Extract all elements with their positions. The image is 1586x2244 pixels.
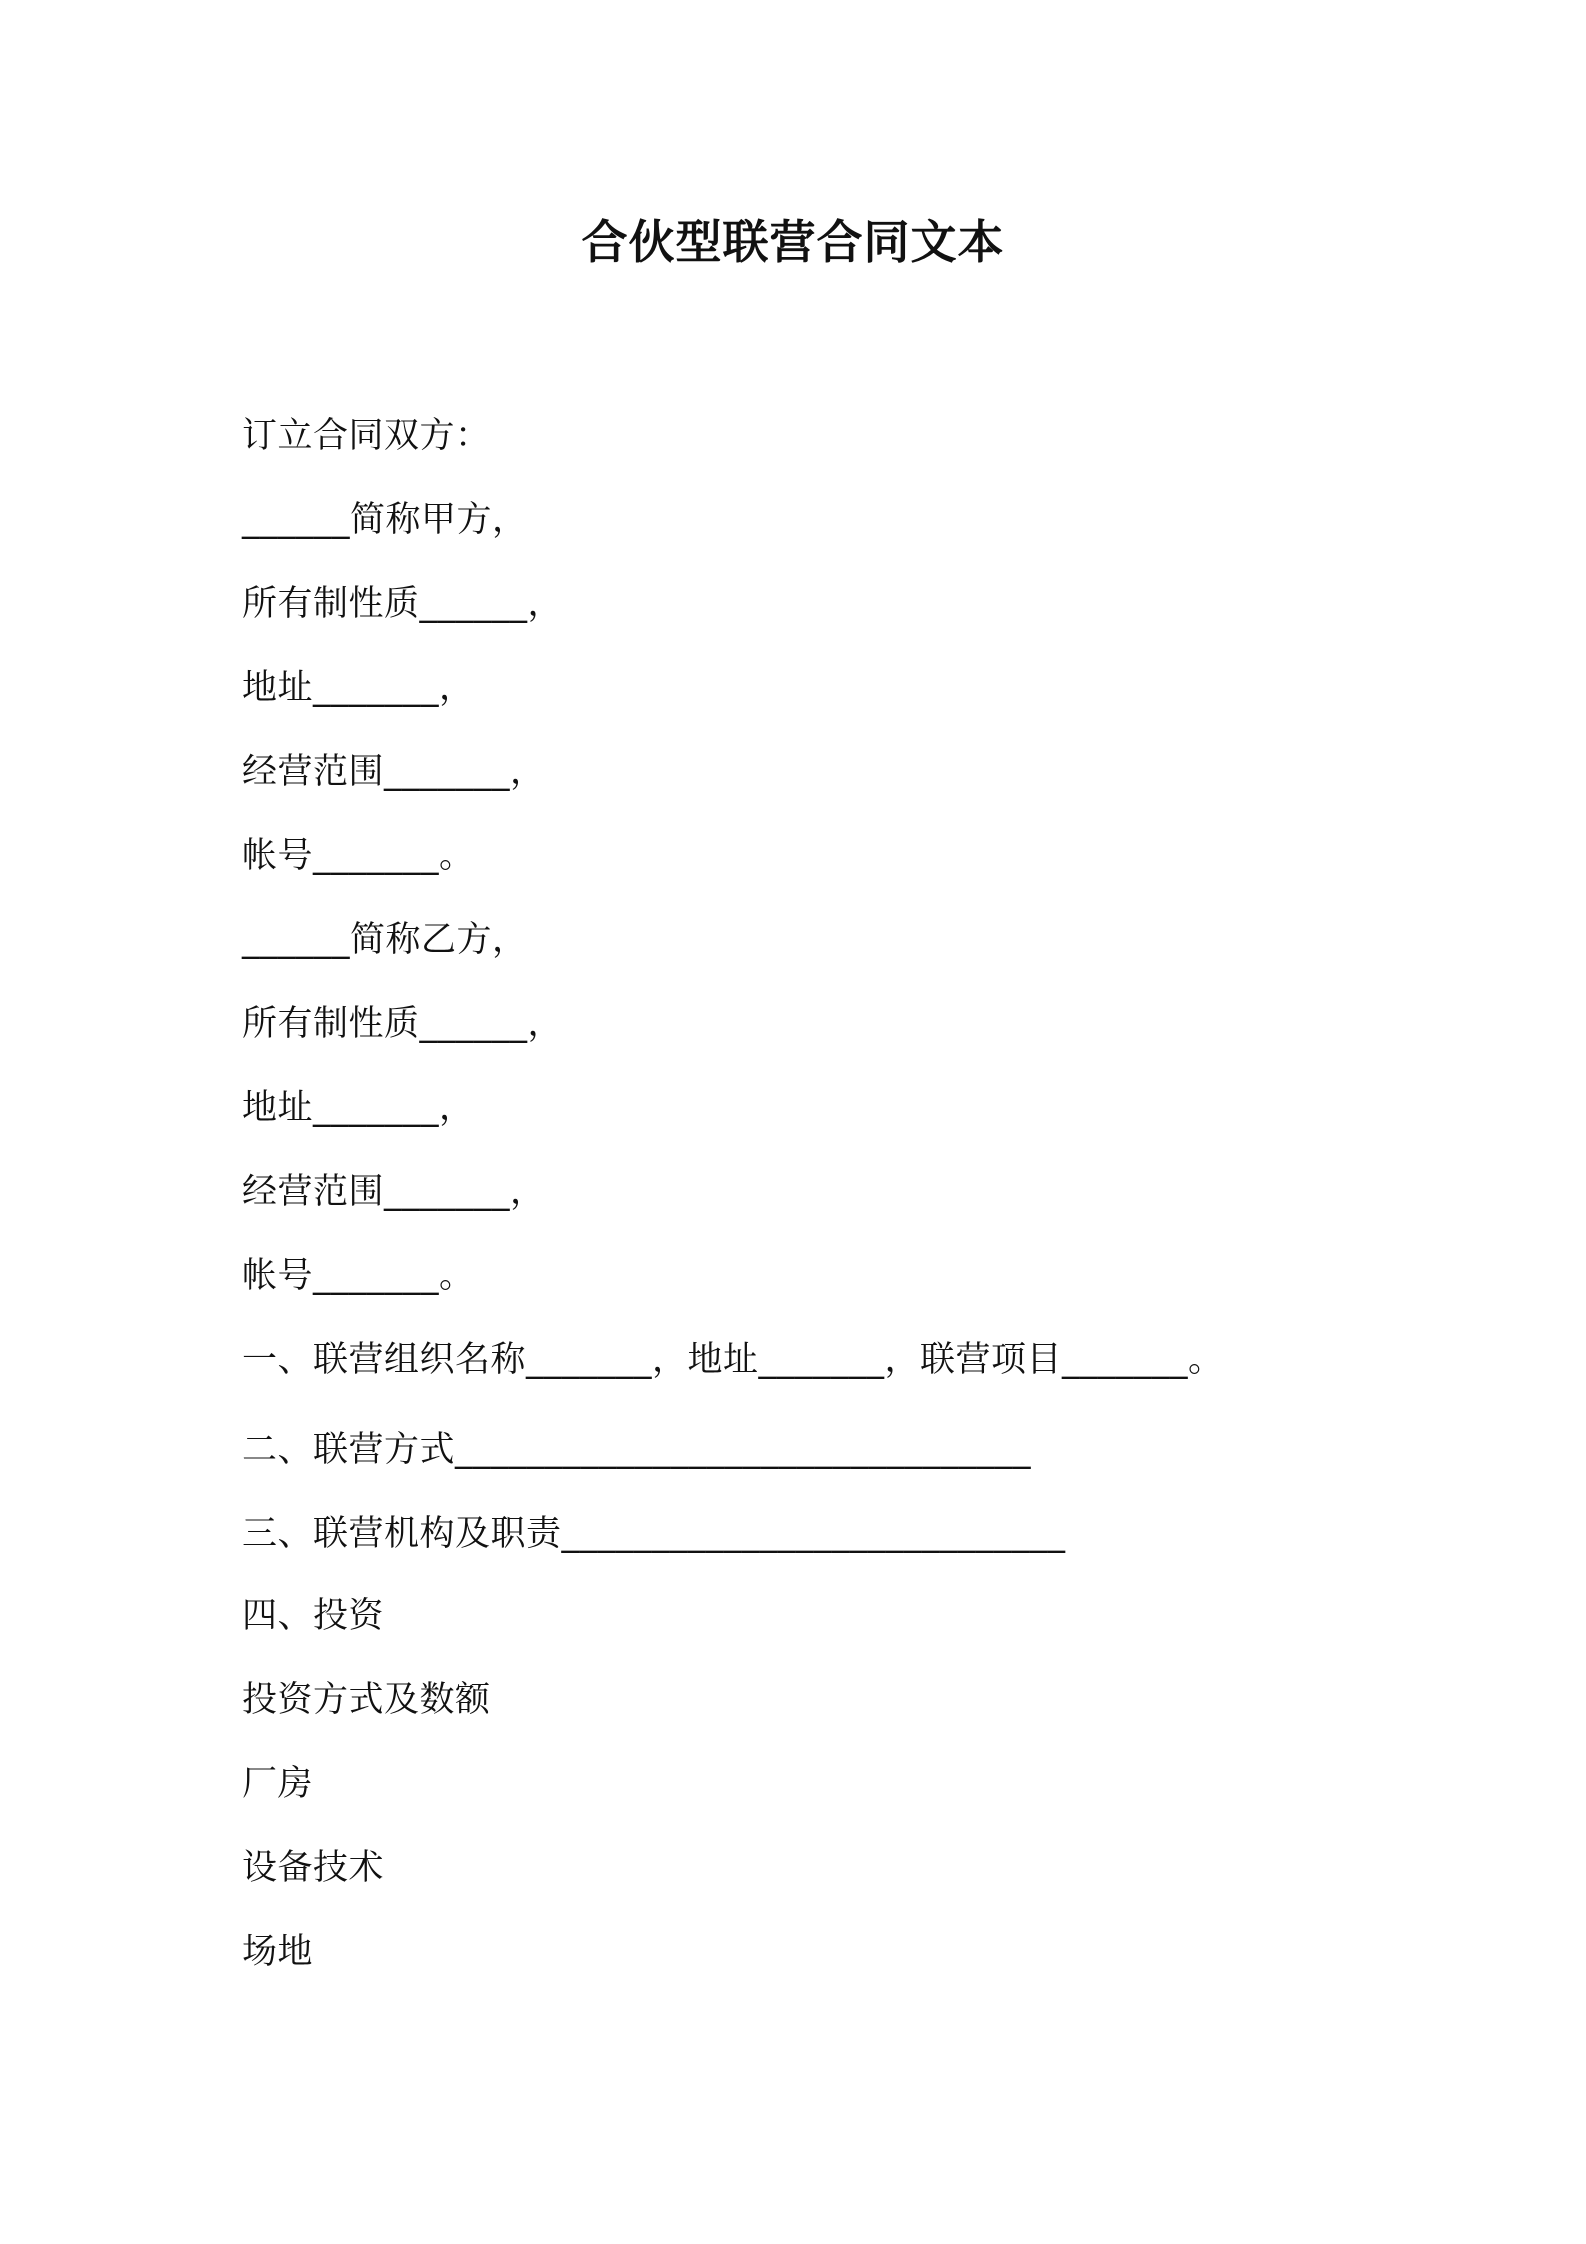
- party-b-business-scope-line: 经营范围_______，: [242, 1172, 546, 1212]
- clause-one-line: 一、联营组织名称_______，地址_______，联营项目_______。: [242, 1340, 1224, 1380]
- equipment-technology-line: 设备技术: [242, 1848, 385, 1888]
- document-title: 合伙型联营合同文本: [581, 215, 1005, 269]
- party-b-ownership-line: 所有制性质______，: [242, 1004, 564, 1044]
- site-line: 场地: [242, 1932, 314, 1972]
- party-b-account-line: 帐号_______。: [242, 1256, 475, 1296]
- party-a-ownership-line: 所有制性质______，: [242, 584, 564, 624]
- party-a-address-line: 地址_______，: [242, 668, 475, 708]
- party-a-business-scope-line: 经营范围_______，: [242, 752, 546, 792]
- investment-method-line: 投资方式及数额: [242, 1680, 491, 1720]
- clause-four-heading: 四、投资: [242, 1596, 385, 1636]
- party-b-name-line: ______简称乙方，: [242, 920, 528, 960]
- contract-parties-heading: 订立合同双方：: [242, 416, 491, 456]
- party-a-account-line: 帐号_______。: [242, 836, 475, 876]
- clause-two-line: 二、联营方式________________________________: [242, 1430, 1032, 1470]
- clause-three-line: 三、联营机构及职责____________________________: [242, 1514, 1066, 1554]
- party-a-name-line: ______简称甲方，: [242, 500, 528, 540]
- factory-line: 厂房: [242, 1764, 314, 1804]
- party-b-address-line: 地址_______，: [242, 1088, 475, 1128]
